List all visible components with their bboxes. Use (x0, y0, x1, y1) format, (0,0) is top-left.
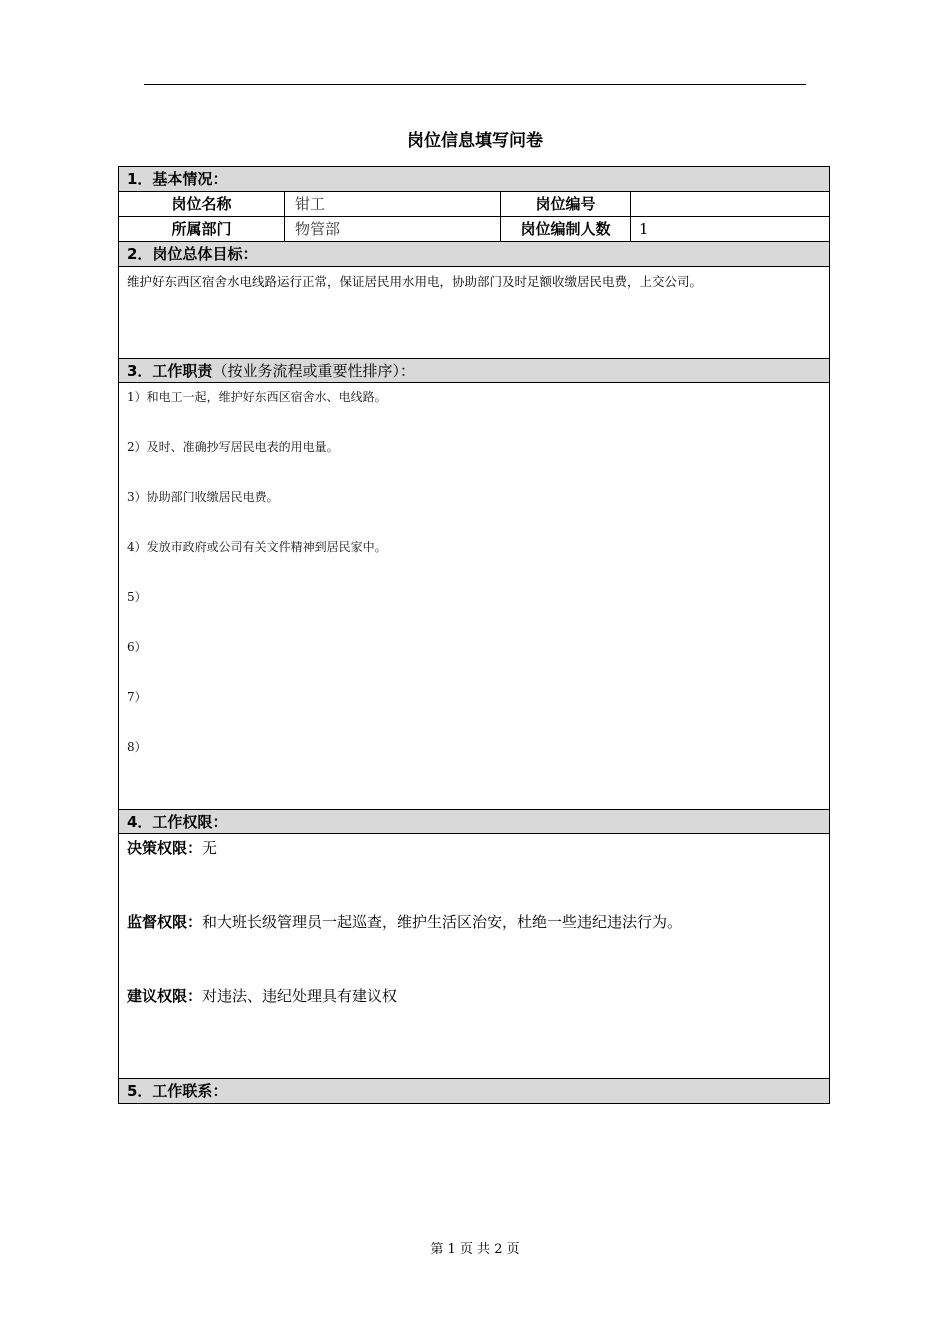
basic-row (119, 192, 829, 217)
section-duties-header (119, 358, 829, 383)
value-job-code (631, 192, 829, 216)
value-department: 物管部 (285, 217, 501, 241)
value-headcount: 1 (639, 220, 649, 238)
basic-row (119, 217, 829, 242)
duty-item: 1）和电工一起，维护好东西区宿舍水、电线路。 (127, 390, 387, 404)
duty-item: 3）协助部门收缴居民电费。 (127, 490, 279, 504)
authority-text: 对违法、违纪处理具有建议权 (202, 987, 398, 1005)
duties-header-note: （按业务流程或重要性排序）： (212, 362, 415, 380)
header-rule (144, 84, 806, 85)
authority-item-supervision (127, 912, 821, 986)
duty-item: 2）及时、准确抄写居民电表的用电量。 (127, 440, 339, 454)
authority-label: 建议权限： (127, 987, 203, 1005)
job-questionnaire-form (118, 166, 830, 1104)
section-basic-header: 1．基本情况： (119, 167, 829, 192)
label-department: 所属部门 (119, 217, 285, 241)
duties-list (119, 383, 829, 809)
duty-item: 5） (127, 590, 147, 604)
authority-label: 监督权限： (127, 913, 203, 931)
section-authority-header: 4．工作权限： (119, 809, 829, 834)
goal-text: 维护好东西区宿舍水电线路运行正常，保证居民用水用电，协助部门及时足额收缴居民电费，上交公司。 (127, 274, 703, 289)
duties-header-title: 3．工作职责 (127, 362, 213, 380)
document-title: 岗位信息填写问卷 (407, 131, 543, 151)
value-job-name: 钳工 (285, 192, 501, 216)
label-headcount: 岗位编制人数 (501, 217, 631, 241)
duty-item: 8） (127, 740, 147, 754)
authority-item-decision (127, 838, 821, 912)
label-job-name: 岗位名称 (119, 192, 285, 216)
label-job-code: 岗位编号 (501, 192, 631, 216)
duty-item: 6） (127, 640, 147, 654)
authority-text: 无 (202, 839, 218, 857)
duty-item: 7） (127, 690, 147, 704)
section-goal-header: 2．岗位总体目标： (119, 242, 829, 267)
authority-item-advice (127, 986, 821, 1060)
authority-list (119, 834, 829, 1078)
authority-label: 决策权限： (127, 839, 203, 857)
page-footer: 第 1 页 共 2 页 (430, 1242, 520, 1257)
authority-text: 和大班长级管理员一起巡查，维护生活区治安，杜绝一些违纪违法行为。 (202, 913, 683, 931)
duty-item: 4）发放市政府或公司有关文件精神到居民家中。 (127, 540, 387, 554)
section-contact-header: 5．工作联系： (119, 1078, 829, 1103)
